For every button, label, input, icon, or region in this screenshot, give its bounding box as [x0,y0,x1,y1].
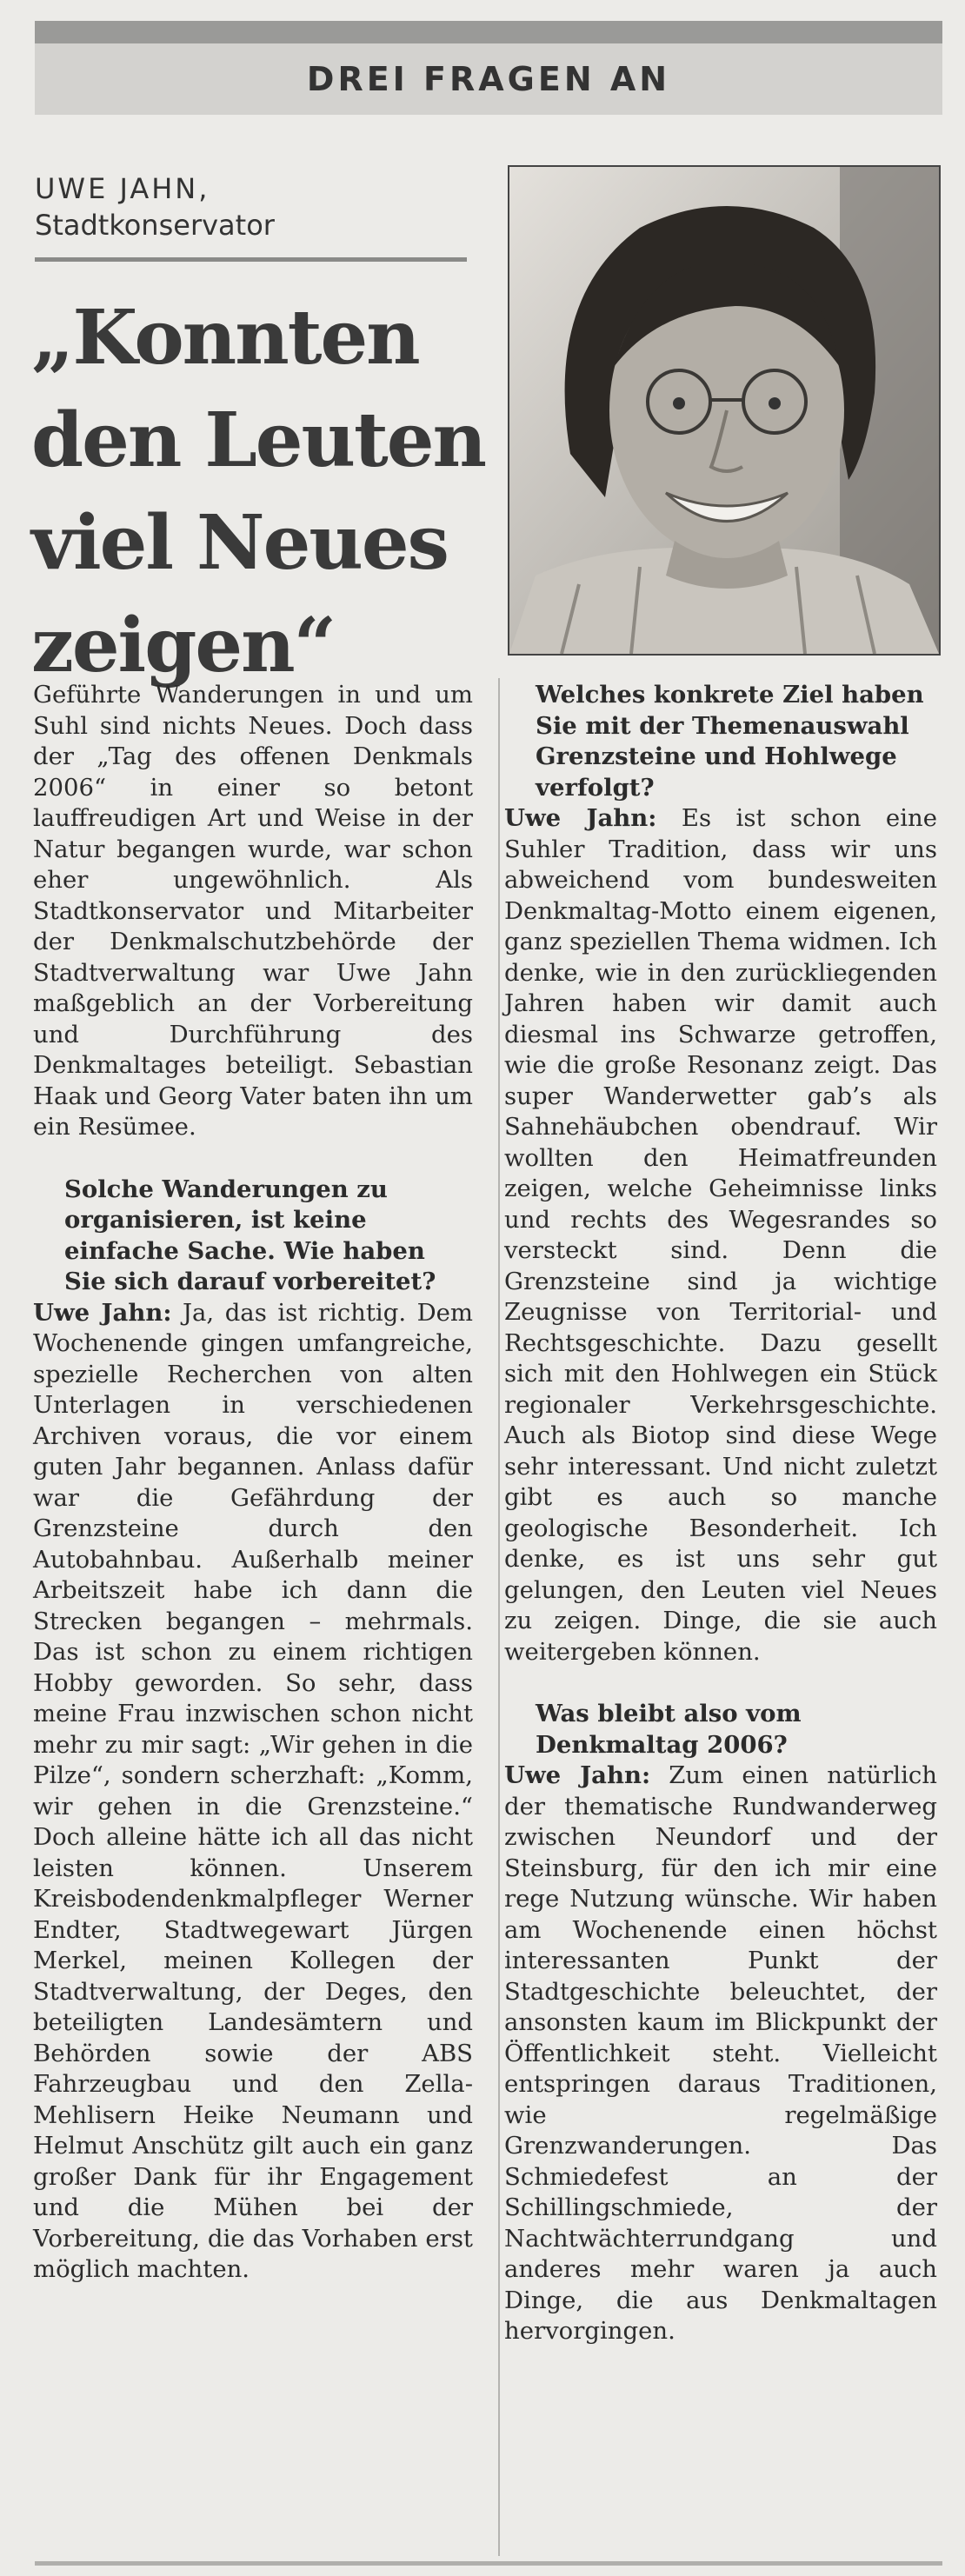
column-divider [498,678,500,2556]
top-rule [35,21,942,43]
right-column [504,680,937,2347]
answer-2 [504,803,937,1667]
answer-1-speaker: Uwe Jahn: [33,1298,172,1327]
section-title: DREI FRAGEN AN [306,60,671,98]
answer-3 [504,1761,937,2347]
answer-1 [33,1298,473,2286]
answer-2-text: Es ist schon eine Suhler Tradition, dass wir uns abweichend vom bundesweiten Denkmaltag-Motto einem eigenen, ganz speziellen Thema widmen. Ich denke, wie in den zurückliegenden Jahren haben wir damit auch diesmal ins Schwarze getroffen, wie die große Resonanz zeigt. Das super Wanderwetter gab’s als Sahnehäubchen obendrauf. Wir wollten den Heimatfreunden zeigen, welche Geheimnisse links und rechts des Wegesrandes so versteckt sind. Denn die Grenzsteine sind ja wichtige Zeugnisse von Territorial- und Rechtsgeschichte. Dazu gesellt sich mit den Hohlwegen ein Stück regionaler Verkehrsgeschichte. Auch als Biotop sind diese Wege sehr interessant. Und nicht zuletzt gibt es auch so manche geologische Besonderheit. Ich denke, es ist uns sehr gut gelungen, den Leuten viel Neues zu zeigen. Dinge, die sie auch weitergeben können. [504,804,937,1666]
section-header [35,43,942,115]
portrait-image [509,167,939,654]
interviewee-name: UWE JAHN, [35,172,210,205]
interviewee-role: Stadtkonservator [35,209,275,242]
left-column [33,680,473,2286]
question-2: Welches konkrete Ziel haben Sie mit der Themenauswahl Grenzsteine und Hohlwege verfolgt? [536,681,924,802]
question-3: Was bleibt also vom Denkmaltag 2006? [536,1700,802,1759]
portrait-photo [508,165,941,656]
answer-3-text: Zum einen natürlich der thematische Rundwanderweg zwischen Neundorf und der Steinsburg, für den ich mir eine rege Nutzung wünsche. Wir haben am Wochenende einen höchst interessanten Punkt der Stadtgeschichte beleuchtet, der ansonsten kaum im Blickpunkt der Öffentlichkeit steht. Vielleicht entspringen daraus Traditionen, wie regelmäßige Grenzwanderungen. Das Schmiedefest an der Schillingschmiede, der Nachtwächterrundgang und anderes mehr waren ja auch Dinge, die aus Denkmaltagen hervorgingen. [504,1761,937,2345]
name-divider [35,257,467,262]
bottom-rule [35,2561,942,2566]
headline: „Konnten den Leuten viel Neues zeigen“ [31,294,485,689]
intro-paragraph: Geführte Wanderungen in und um Suhl sind nichts Neues. Doch dass der „Tag des offenen Denkmals 2006“ in einer so betont lauffreudigen Art und Weise in der Natur begangen wurde, war schon eher ungewöhnlich. Als Stadtkonservator und Mitarbeiter der Denkmalschutzbehörde der Stadtverwaltung war Uwe Jahn maßgeblich an der Vorbereitung und Durchführung des Denkmaltages beteiligt. Sebastian Haak und Georg Vater baten ihn um ein Resümee. [33,681,473,1141]
question-1: Solche Wanderungen zu organisieren, ist keine einfache Sache. Wie haben Sie sich darauf vorbereitet? [64,1175,436,1295]
interviewee [35,170,478,243]
answer-3-speaker: Uwe Jahn: [504,1761,651,1789]
answer-1-text: Ja, das ist richtig. Dem Wochenende gingen umfangreiche, spezielle Recherchen von alten Unterlagen in verschiedenen Archiven voraus, die vor einem guten Jahr begannen. Anlass dafür war die Gefährdung der Grenzsteine durch den Autobahnbau. Außerhalb meiner Arbeitszeit habe ich dann die Strecken begangen – mehrmals. Das ist schon zu einem richtigen Hobby geworden. So sehr, dass meine Frau inzwischen schon nicht mehr zu mir sagt: „Wir gehen in die Pilze“, sondern scherzhaft: „Komm, wir gehen in die Grenzsteine.“ Doch alleine hätte ich all das nicht leisten können. Unserem Kreisbodendenkmalpfleger Werner Endter, Stadtwegewart Jürgen Merkel, meinen Kollegen der Stadtverwaltung, der Deges, den beteiligten Landesämtern und Behörden sowie der ABS Fahrzeugbau und den Zella-Mehlisern Heike Neumann und Helmut Anschütz gilt auch ein ganz großer Dank für ihr Engagement und die Mühen bei der Vorbereitung, die das Vorhaben erst möglich machten. [33,1298,473,2283]
answer-2-speaker: Uwe Jahn: [504,804,657,832]
